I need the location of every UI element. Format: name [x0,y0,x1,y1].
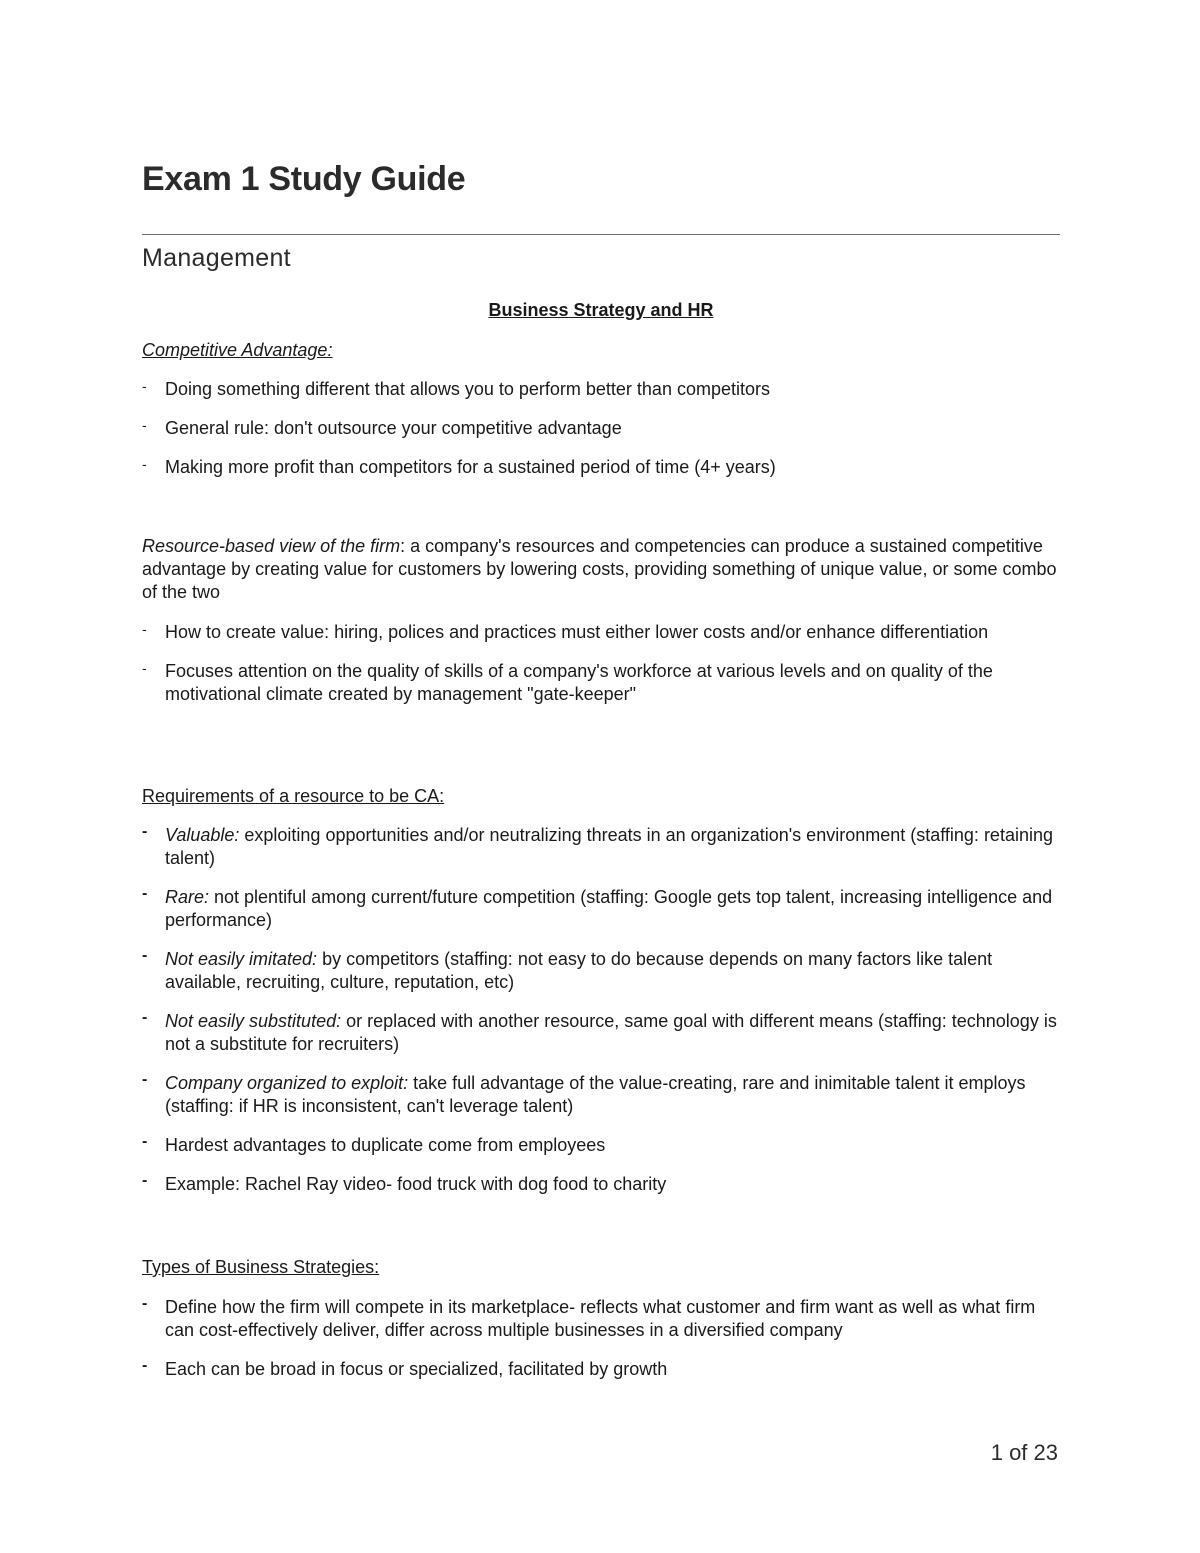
bullet-dash: - [142,1133,148,1150]
requirements-heading: Requirements of a resource to be CA: [142,786,445,806]
list-item: - Company organized to exploit: take full advantage of the value-creating, rare and inimitable talent it employs (staffing: if HR is inconsistent, can't leverage talent) [142,1072,1060,1118]
resource-based-term: Resource-based view of the firm [142,536,401,556]
bullet-dash: - [142,1357,148,1374]
bullet-dash: - [142,456,147,472]
resource-based-paragraph [142,535,1060,604]
list-item: - General rule: don't outsource your competitive advantage [142,417,1060,440]
bullet-dash: - [142,660,147,676]
list-item: - Making more profit than competitors for a sustained period of time (4+ years) [142,456,1060,479]
list-item: - Example: Rachel Ray video- food truck with dog food to charity [142,1173,1060,1196]
competitive-advantage-list [142,378,1060,495]
bullet-dash: - [142,378,147,394]
bullet-dash: - [142,947,148,964]
list-item: - How to create value: hiring, polices and practices must either lower costs and/or enhance differentiation [142,621,1060,644]
requirements-list [142,824,1060,1212]
list-item: - Focuses attention on the quality of skills of a company's workforce at various levels and on quality of the motivational climate created by management "gate-keeper" [142,660,1060,706]
competitive-advantage-heading: Competitive Advantage: [142,340,333,360]
list-item: - Not easily substituted: or replaced with another resource, same goal with different means (staffing: technology is not a substitute for recruiters) [142,1010,1060,1056]
list-item: - Rare: not plentiful among current/future competition (staffing: Google gets top talent, increasing intelligence and performance) [142,886,1060,932]
list-item: - Hardest advantages to duplicate come from employees [142,1134,1060,1157]
list-item: - Each can be broad in focus or specialized, facilitated by growth [142,1358,1060,1381]
resource-based-list [142,621,1060,722]
bullet-dash: - [142,1295,148,1312]
bullet-dash: - [142,885,148,902]
bullet-dash: - [142,1009,148,1026]
list-item: - Doing something different that allows you to perform better than competitors [142,378,1060,401]
bullet-dash: - [142,621,147,637]
section-title: Management [142,244,291,272]
resource-based-definition: : a company's resources and competencies can produce a sustained competitive advantage by creating value for customers by lowering costs, providing something of unique value, or some combo of the two [142,536,1057,602]
bullet-dash: - [142,1172,148,1189]
bullet-dash: - [142,417,147,433]
page-number: 1 of 23 [990,1440,1058,1465]
list-item: - Define how the firm will compete in its marketplace- reflects what customer and firm want as well as what firm can cost-effectively deliver, differ across multiple businesses in a diversified company [142,1296,1060,1342]
bullet-dash: - [142,823,148,840]
business-strategies-list [142,1296,1060,1397]
list-item: - Valuable: exploiting opportunities and/or neutralizing threats in an organization's environment (staffing: retaining talent) [142,824,1060,870]
bullet-dash: - [142,1071,148,1088]
business-strategies-heading: Types of Business Strategies: [142,1257,380,1277]
subheading: Business Strategy and HR [488,300,714,320]
list-item: - Not easily imitated: by competitors (staffing: not easy to do because depends on many factors like talent available, recruiting, culture, reputation, etc) [142,948,1060,994]
title-divider [142,234,1060,235]
document-title: Exam 1 Study Guide [142,160,466,198]
